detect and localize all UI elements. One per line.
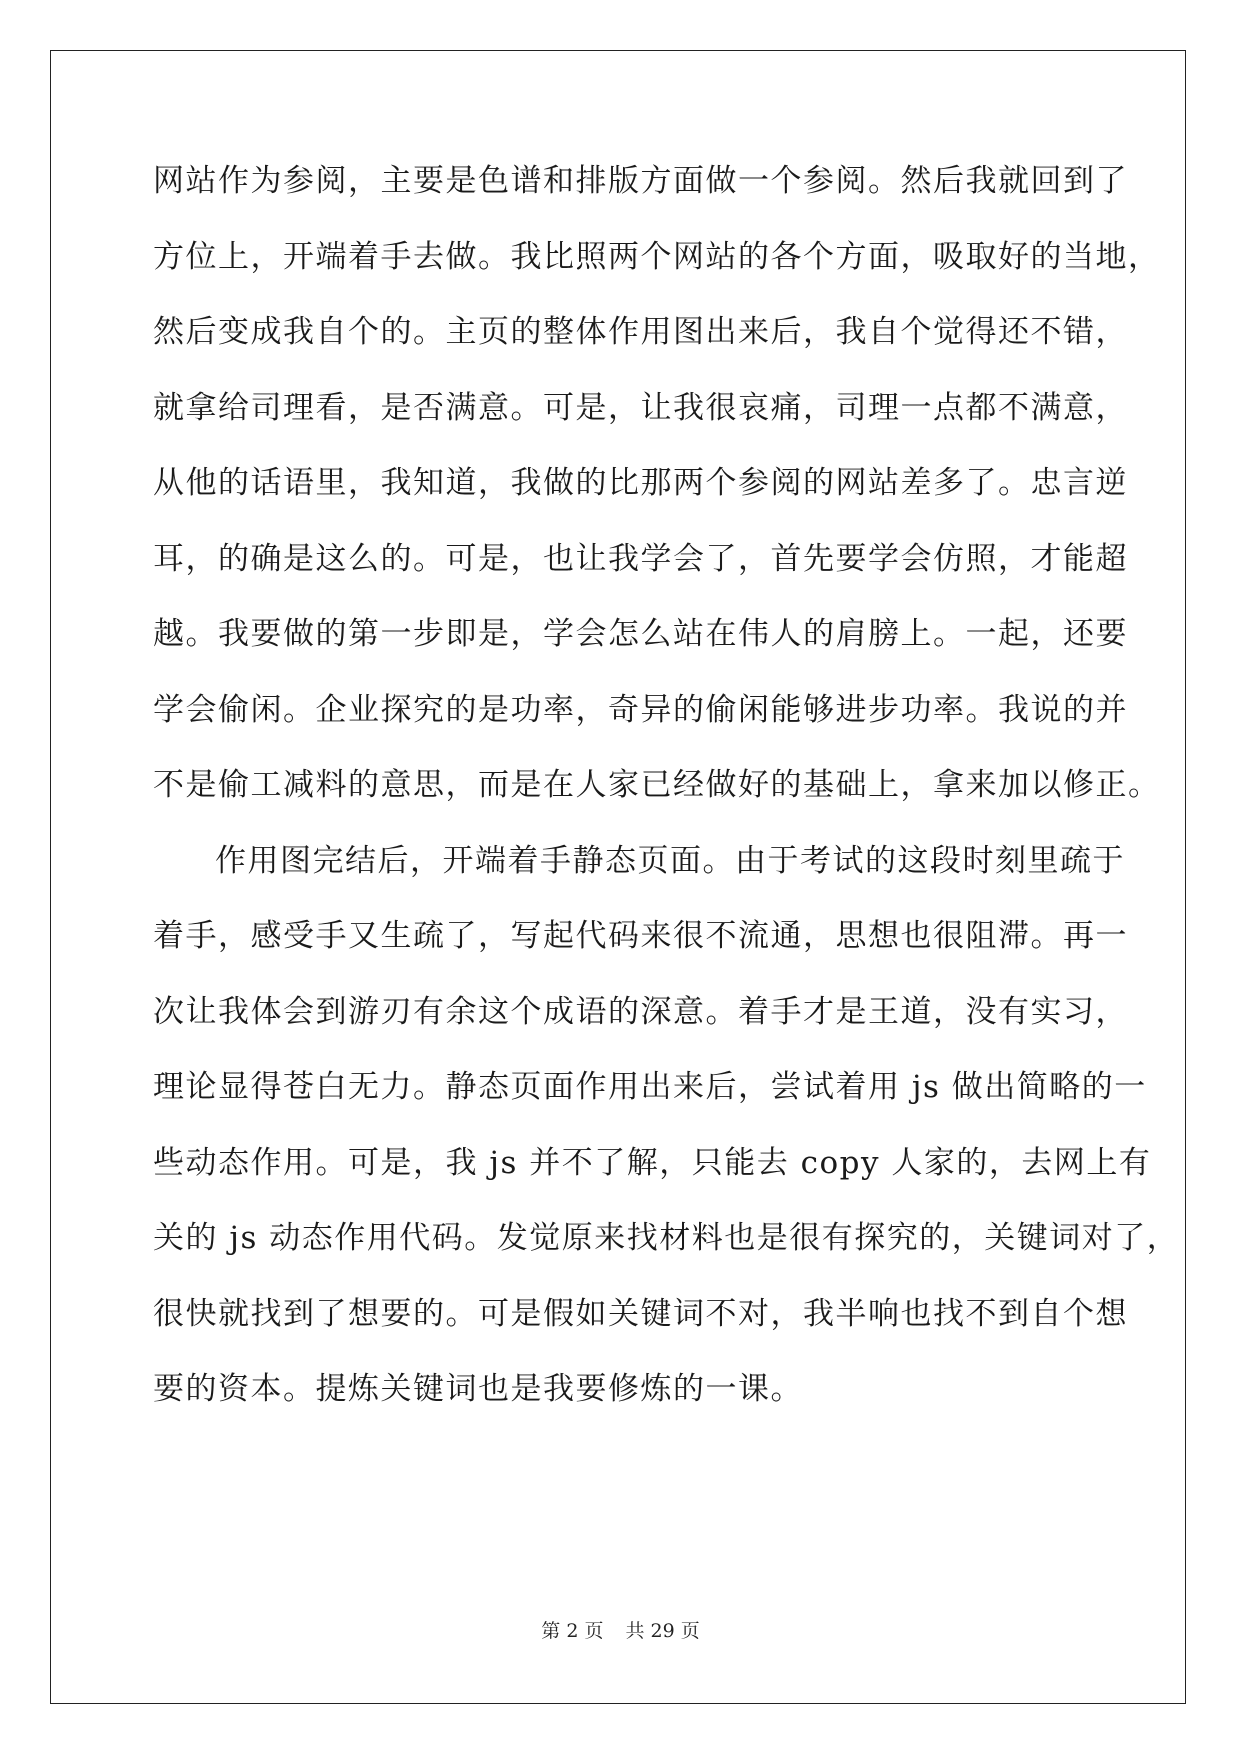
paragraph-1-line: 就拿给司理看，是否满意。可是，让我很哀痛，司理一点都不满意， xyxy=(153,389,1128,426)
paragraph-1-line: 不是偷工减料的意思，而是在人家已经做好的基础上，拿来加以修正。 xyxy=(153,767,1161,803)
page-footer xyxy=(0,1616,1241,1643)
paragraph-1-line: 方位上，开端着手去做。我比照两个网站的各个方面，吸取好的当地， xyxy=(153,238,1161,275)
paragraph-2-line: 很快就找到了想要的。可是假如关键词不对，我半响也找不到自个想 xyxy=(153,1295,1128,1332)
paragraph-2-line: 理论显得苍白无力。静态页面作用出来后，尝试着用 js 做出简略的一 xyxy=(153,1069,1147,1105)
paragraph-2-line: 着手，感受手又生疏了，写起代码来很不流通，思想也很阻滞。再一 xyxy=(153,918,1128,954)
paragraph-1-line: 越。我要做的第一步即是，学会怎么站在伟人的肩膀上。一起，还要 xyxy=(153,616,1128,652)
paragraph-2-line: 关的 js 动态作用代码。发觉原来找材料也是很有探究的，关键词对了， xyxy=(153,1220,1180,1256)
paragraph-1-line: 然后变成我自个的。主页的整体作用图出来后，我自个觉得还不错， xyxy=(153,314,1128,350)
paragraph-2-line: 作用图完结后，开端着手静态页面。由于考试的这段时刻里疏于 xyxy=(215,842,1125,879)
paragraph-2-line: 些动态作用。可是，我 js 并不了解，只能去 copy 人家的，去网上有 xyxy=(153,1144,1152,1181)
paragraph-1-line: 耳，的确是这么的。可是，也让我学会了，首先要学会仿照，才能超 xyxy=(153,540,1128,577)
paragraph-2-line: 次让我体会到游刃有余这个成语的深意。着手才是王道，没有实习， xyxy=(153,993,1128,1030)
page-number: 第 2 页 xyxy=(541,1620,604,1642)
paragraph-2-line: 要的资本。提炼关键词也是我要修炼的一课。 xyxy=(153,1371,803,1407)
page-total: 共 29 页 xyxy=(625,1620,700,1642)
document-body xyxy=(153,159,1180,1443)
paragraph-1-line: 从他的话语里，我知道，我做的比那两个参阅的网站差多了。忠言逆 xyxy=(153,465,1128,501)
paragraph-1-line: 网站作为参阅，主要是色谱和排版方面做一个参阅。然后我就回到了 xyxy=(153,163,1128,199)
paragraph-1-line: 学会偷闲。企业探究的是功率，奇异的偷闲能够进步功率。我说的并 xyxy=(153,691,1128,728)
